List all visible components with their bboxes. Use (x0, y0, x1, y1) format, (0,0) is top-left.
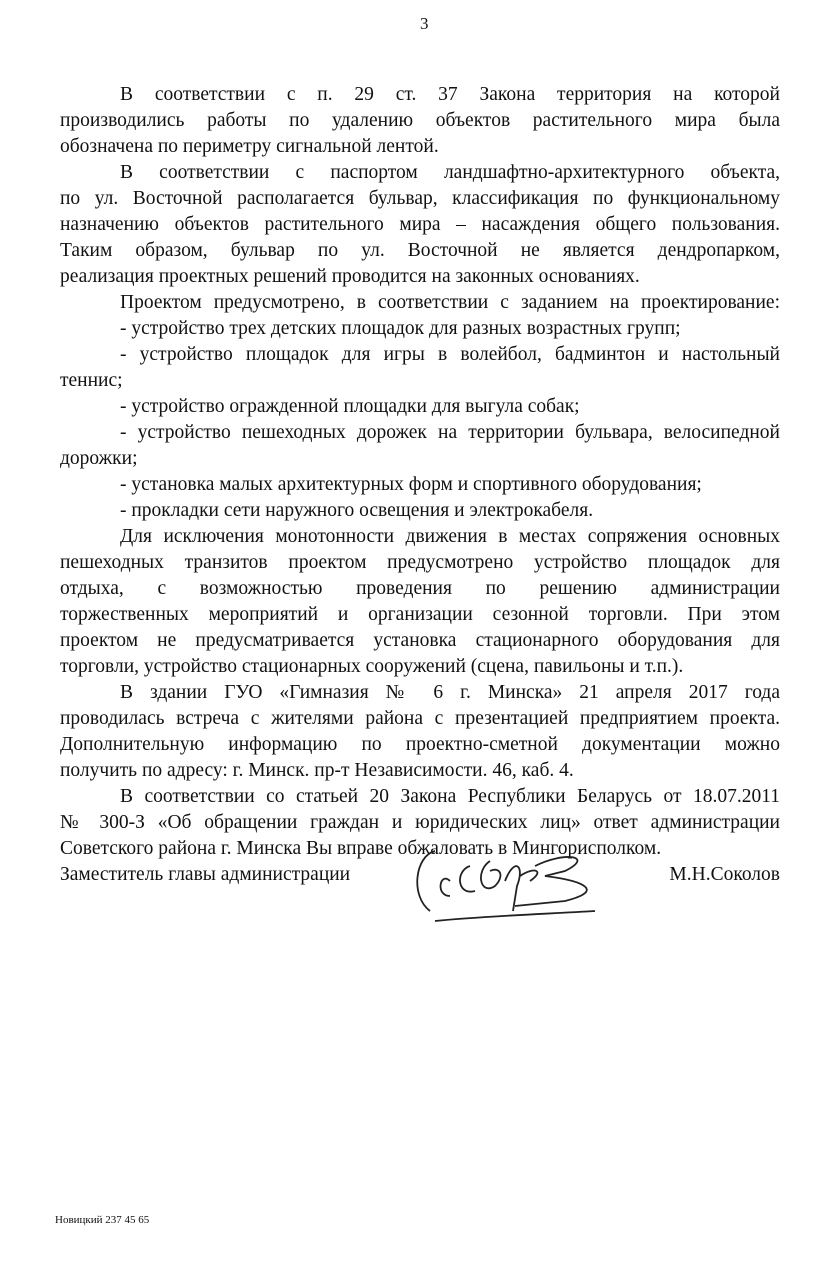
text-line: - устройство площадок для игры в волейбол, бадминтон и настольный (120, 344, 780, 365)
text-line: Таким образом, бульвар по ул. Восточной не является дендропарком, (60, 240, 780, 261)
text-line: получить по адресу: г. Минск. пр-т Независимости. 46, каб. 4. (60, 760, 574, 781)
letter-body (60, 82, 780, 862)
signatory-name: М.Н.Соколов (669, 864, 780, 885)
text-line: В соответствии со статьей 20 Закона Республики Беларусь от 18.07.2011 (120, 786, 780, 807)
text-line: дорожки; (60, 448, 138, 469)
text-line: Для исключения монотонности движения в местах сопряжения основных (120, 526, 780, 547)
text-line: назначению объектов растительного мира – насаждения общего пользования. (60, 214, 780, 235)
text-line: - устройство огражденной площадки для выгула собак; (120, 396, 580, 417)
text-line: - устройство пешеходных дорожек на территории бульвара, велосипедной (120, 422, 780, 443)
text-line: № 300-З «Об обращении граждан и юридических лиц» ответ администрации (60, 812, 780, 833)
text-line: В соответствии с паспортом ландшафтно-архитектурного объекта, (120, 162, 780, 183)
text-line: обозначена по периметру сигнальной лентой. (60, 136, 439, 157)
text-line: проектом не предусматривается установка стационарного оборудования для (60, 630, 780, 651)
text-line: - установка малых архитектурных форм и спортивного оборудования; (120, 474, 702, 495)
text-line: торжественных мероприятий и организации сезонной торговли. При этом (60, 604, 780, 625)
text-line: - прокладки сети наружного освещения и электрокабеля. (120, 500, 594, 521)
text-line: производились работы по удалению объектов растительного мира была (60, 110, 780, 131)
text-line: реализация проектных решений проводится на законных основаниях. (60, 266, 640, 287)
text-line: проводилась встреча с жителями района с презентацией предприятием проекта. (60, 708, 780, 729)
text-line: Советского района г. Минска Вы вправе обжаловать в Мингорисполком. (60, 838, 662, 859)
text-line: Проектом предусмотрено, в соответствии с заданием на проектирование: (120, 292, 780, 313)
text-line: по ул. Восточной располагается бульвар, классификация по функциональному (60, 188, 780, 209)
signature-block (60, 858, 780, 918)
handwritten-signature (395, 836, 625, 926)
footer-executor: Новицкий 237 45 65 (55, 1214, 150, 1226)
text-line: - устройство трех детских площадок для разных возрастных групп; (120, 318, 681, 339)
text-line: В здании ГУО «Гимназия № 6 г. Минска» 21 апреля 2017 года (120, 682, 780, 703)
text-line: пешеходных транзитов проектом предусмотрено устройство площадок для (60, 552, 780, 573)
text-line: отдыха, с возможностью проведения по решению администрации (60, 578, 780, 599)
text-line: Дополнительную информацию по проектно-сметной документации можно (60, 734, 780, 755)
signatory-role: Заместитель главы администрации (60, 864, 351, 885)
text-line: торговли, устройство стационарных сооружений (сцена, павильоны и т.п.). (60, 656, 684, 677)
page-number: 3 (420, 14, 429, 33)
text-line: В соответствии с п. 29 ст. 37 Закона территория на которой (120, 84, 780, 105)
text-line: теннис; (60, 370, 123, 391)
